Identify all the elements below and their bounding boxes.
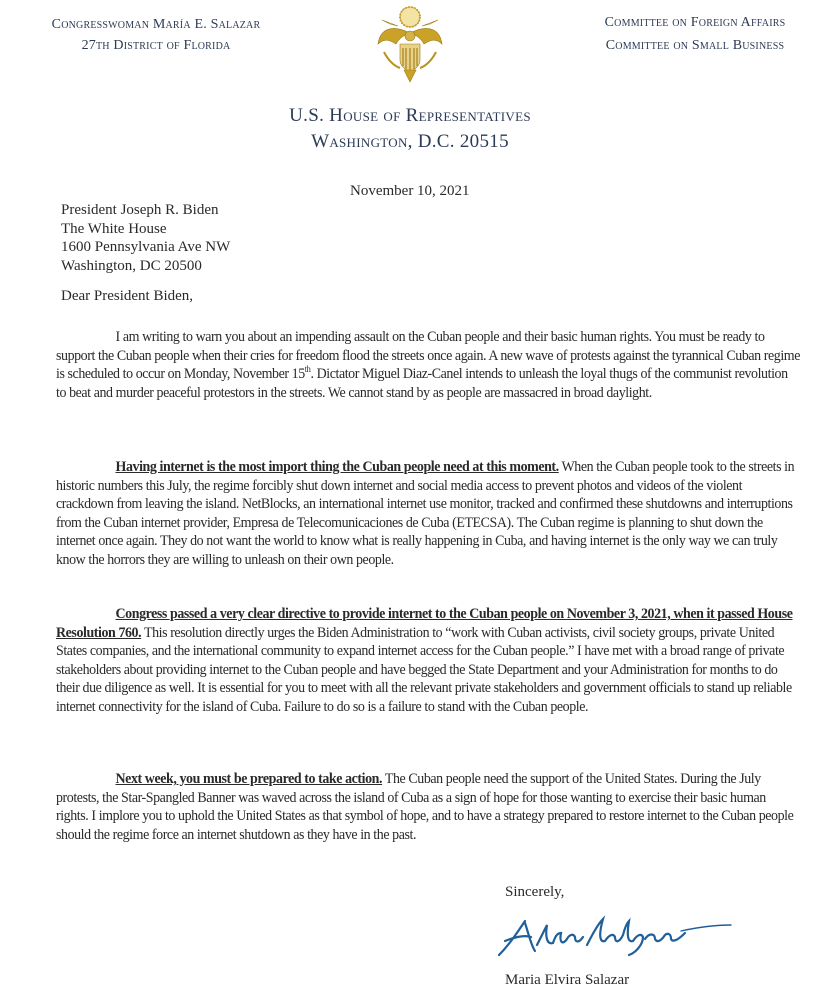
paragraph-lead: Having internet is the most import thing the Cuban people need at this moment. — [115, 459, 559, 475]
recipient-line: President Joseph R. Biden — [61, 202, 219, 218]
committee-foreign-affairs: Committee on Foreign Affairs — [604, 15, 786, 30]
paragraph-text: This resolution directly urges the Biden Administration to “work with Cuban activists, civil society groups, private United States companies, and the international community to expand internet access for the Cuban people.” I have met with a broad range of private stakeholders about providing internet to the Cuban people and have begged the State Department and your Administration for months to do their due diligence as well. It is essential for you to meet with all the relevant private stakeholders and government officials to stand up reliable internet connectivity for the island of Cuba. Failure to do so is a failure to stand with the Cuban people. — [56, 624, 792, 715]
house-heading — [230, 103, 590, 155]
letterhead-member — [28, 14, 284, 56]
member-name: Congresswoman María E. Salazar — [51, 17, 261, 32]
signer-name: Maria Elvira Salazar — [505, 972, 630, 988]
salutation: Dear President Biden, — [61, 288, 194, 304]
recipient-address — [61, 201, 230, 275]
great-seal-eagle-icon — [370, 4, 450, 86]
recipient-line: 1600 Pennsylvania Ave NW — [61, 239, 231, 255]
paragraph-text: When the Cuban people took to the streets in historic numbers this July, the regime forcibly shut down internet and social media access to prevent photos and videos of the violent crackdown from leaving the island. NetBlocks, an international internet use monitor, tracked and confirmed these shutdowns and interruptions from the Cuban internet provider, Empresa de Telecomunicaciones de Cuba (ETECSA). The Cuban regime is planning to shut down the internet once again. They do not want the world to know what is really happening in Cuba, and having internet is the only way we can truly know the horrors they are willing to unleash on their own people. — [56, 459, 795, 568]
body-paragraph-2 — [56, 458, 800, 570]
handwritten-signature-icon — [495, 915, 735, 960]
body-paragraph-4 — [56, 770, 800, 844]
letter-date: November 10, 2021 — [350, 183, 470, 199]
body-paragraph-1 — [56, 328, 800, 402]
paragraph-text: The Cuban people need the support of the United States. During the July protests, the Star-Spangled Banner was waved across the island of Cuba as a sign of hope for those wanting to exercise their basic human rights. I implore you to uphold the United States as that symbol of hope, and to have a strategy prepared to restore internet to the Cuban people should the regime force an internet shutdown as they have in the past. — [56, 771, 794, 843]
paragraph-text: I am writing to warn you about an impending assault on the Cuban people and their basic human rights. You must be ready to support the Cuban people when their cries for freedom flood the streets once again. A new wave of protests against the tyrannical Cuban regime is scheduled to occur on Monday, November 15 — [56, 329, 800, 383]
paragraph-lead: Congress passed a very clear directive to provide internet to the Cuban people on November 3, 2021, when it passed House Resolution 760. — [56, 606, 793, 641]
closing: Sincerely, — [505, 884, 565, 900]
paragraph-text: . Dictator Miguel Diaz-Canel intends to unleash the loyal thugs of the communist revolution to beat and murder peaceful protestors in the streets. We cannot stand by as people are massacred in broad daylight. — [56, 366, 788, 401]
house-city: Washington, D.C. 20515 — [311, 131, 509, 152]
member-district: 27th District of Florida — [81, 38, 231, 53]
house-name: U.S. House of Representatives — [289, 105, 531, 126]
recipient-line: Washington, DC 20500 — [61, 257, 202, 274]
paragraph-lead: Next week, you must be prepared to take action. — [115, 771, 383, 787]
body-paragraph-3 — [56, 605, 800, 717]
letterhead-committees — [570, 11, 820, 57]
committee-small-business: Committee on Small Business — [605, 38, 785, 53]
ordinal-suffix: th — [304, 364, 311, 375]
recipient-line: The White House — [61, 220, 167, 237]
